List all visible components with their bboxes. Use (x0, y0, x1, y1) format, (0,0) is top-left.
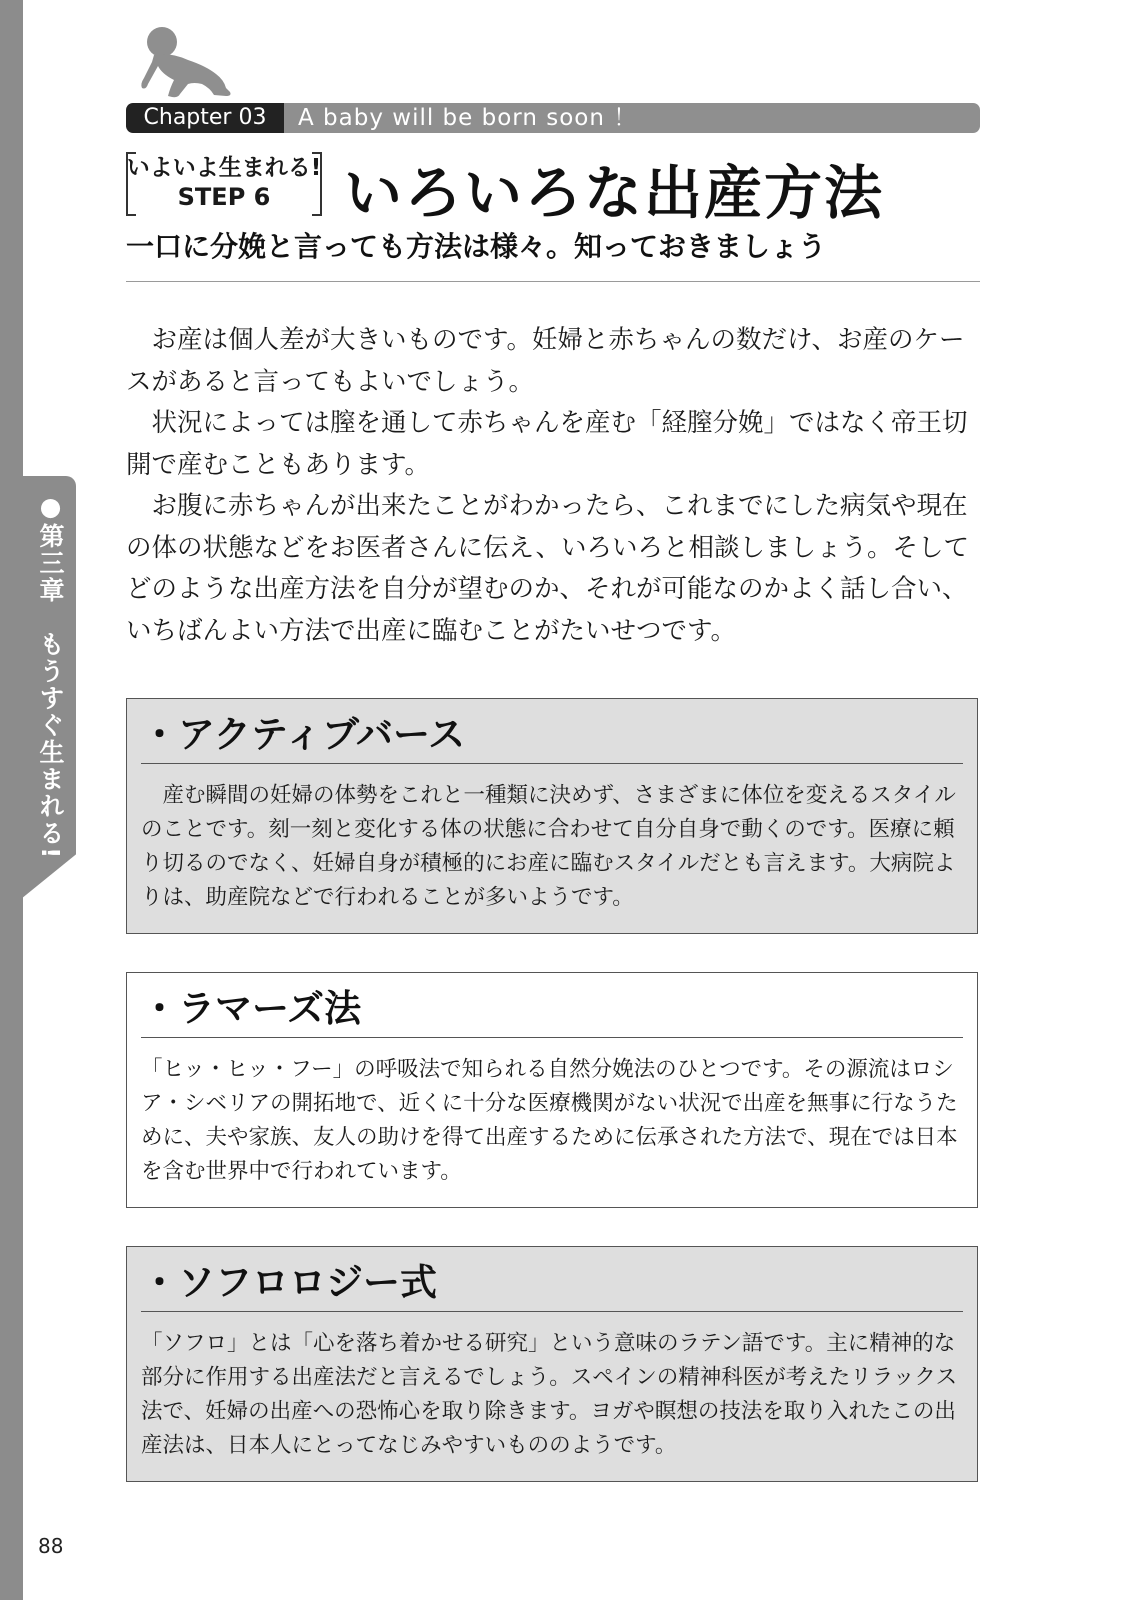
chapter-title: A baby will be born soon ！ (298, 105, 638, 131)
info-box-body: 「ソフロ」とは「心を落ち着かせる研究」という意味のラテン語です。主に精神的な部分に作用する出産法だと言えるでしょう。スペインの精神科医が考えたリラックス法で、妊婦の出産への恐怖心を取り除きます。ヨガや瞑想の技法を取り入れたこの出産法は、日本人にとってなじみやすいもののようです。 (141, 1331, 958, 1458)
info-box-lamaze (126, 972, 978, 1208)
chapter-side-tab-label: ●第三章 もうすぐ生まれる! (36, 492, 65, 861)
body-paragraph: お腹に赤ちゃんが出来たことがわかったら、これまでにした病気や現在の体の状態などをお医者さんに伝え、いろいろと相談しましょう。そしてどのような出産方法を自分が望むのか、それが可能なのかよく話し合い、いちばんよい方法で出産に臨むことがたいせつです。 (126, 491, 970, 646)
chapter-number: Chapter 03 (126, 103, 284, 133)
body-text (126, 320, 986, 652)
crawling-baby-icon (140, 22, 240, 102)
body-paragraph: 状況によっては膣を通して赤ちゃんを産む「経膣分娩」ではなく帝王切開で産むこともあります。 (126, 408, 968, 480)
title-divider (126, 281, 980, 282)
chapter-bar (126, 103, 980, 133)
step-label-line1: いよいよ生まれる! (126, 155, 322, 181)
step-label-line2: STEP 6 (177, 183, 271, 211)
info-box-sophrology (126, 1246, 978, 1482)
page-title: いろいろな出産方法 (344, 159, 885, 227)
info-box-active-birth (126, 698, 978, 934)
step-label (126, 152, 322, 214)
info-box-heading: ・アクティブバース (141, 707, 963, 764)
info-box-body: 産む瞬間の妊婦の体勢をこれと一種類に決めず、さまざまに体位を変えるスタイルのことです。刻一刻と変化する体の状態に合わせて自分自身で動くのです。医療に頼り切るのでなく、妊婦自身が積極的にお産に臨むスタイルだとも言えます。大病院よりは、助産院などで行われることが多いようです。 (141, 783, 956, 910)
page-number: 88 (38, 1534, 64, 1558)
info-box-body: 「ヒッ・ヒッ・フー」の呼吸法で知られる自然分娩法のひとつです。その源流はロシア・シベリアの開拓地で、近くに十分な医療機関がない状況で出産を無事に行なうために、夫や家族、友人の助けを得て出産するために伝承された方法で、現在では日本を含む世界中で行われています。 (141, 1057, 958, 1184)
body-paragraph: お産は個人差が大きいものです。妊婦と赤ちゃんの数だけ、お産のケースがあると言ってもよいでしょう。 (126, 325, 965, 397)
page-subtitle: 一口に分娩と言っても方法は様々。知っておきましょう (126, 230, 827, 263)
info-box-heading: ・ソフロロジー式 (141, 1255, 963, 1312)
info-box-heading: ・ラマーズ法 (141, 981, 963, 1038)
